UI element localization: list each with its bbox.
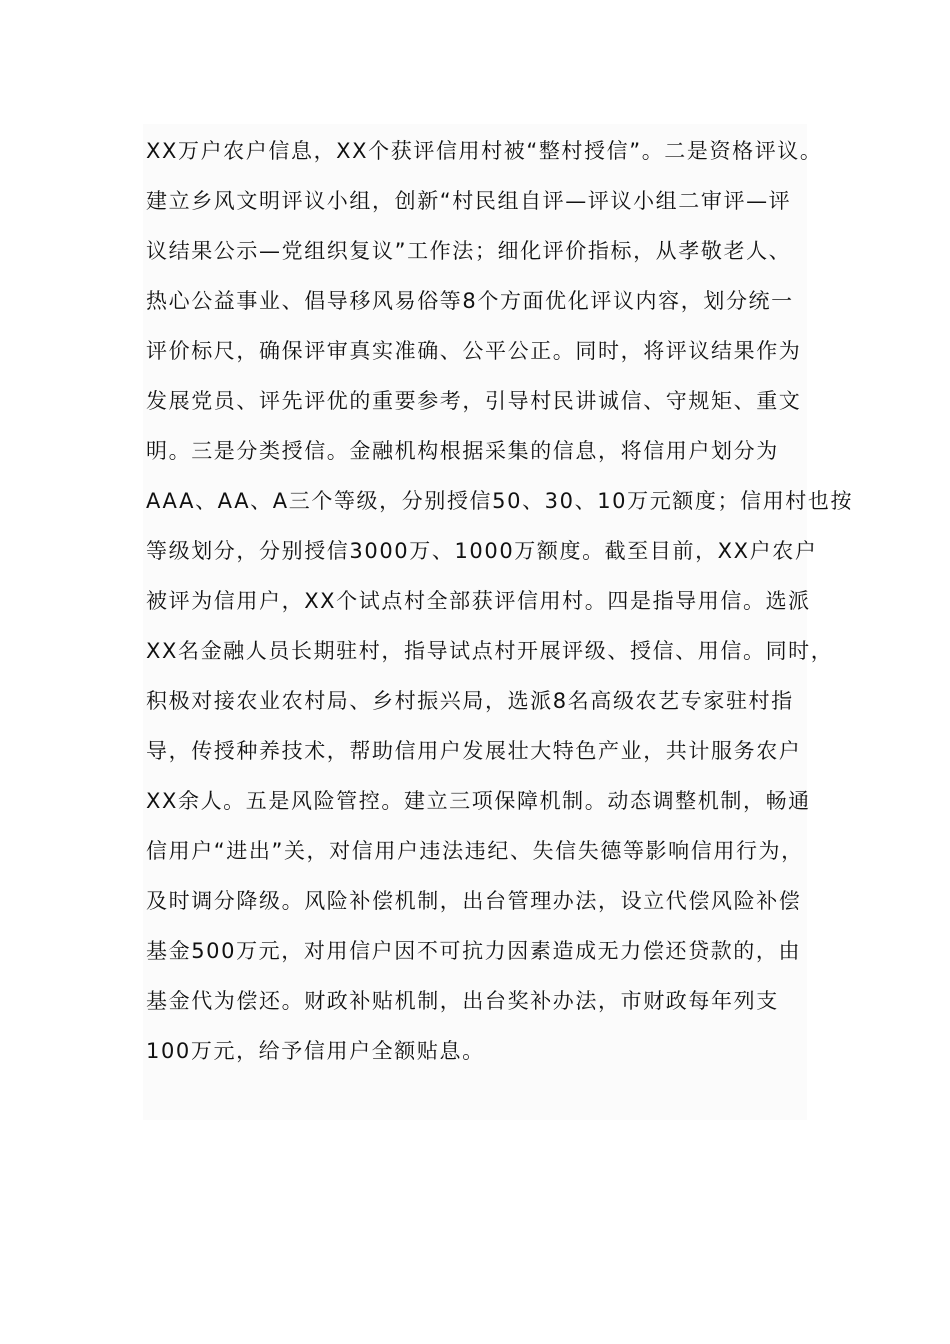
paragraph-line: 基金500万元，对用信户因不可抗力因素造成无力偿还贷款的，由 <box>146 939 802 963</box>
paragraph-line: AAA、AA、A三个等级，分别授信50、30、10万元额度；信用村也按 <box>146 489 854 513</box>
paragraph-line: 评价标尺，确保评审真实准确、公平公正。同时，将评议结果作为 <box>146 339 802 363</box>
paragraph-line: 发展党员、评先评优的重要参考，引导村民讲诚信、守规矩、重文 <box>146 389 802 413</box>
paragraph-line: 建立乡风文明评议小组，创新“村民组自评—评议小组二审评—评 <box>146 189 792 213</box>
paragraph-line: 等级划分，分别授信3000万、1000万额度。截至目前，XX户农户 <box>146 539 818 563</box>
paragraph-line: 明。三是分类授信。金融机构根据采集的信息，将信用户划分为 <box>146 439 779 463</box>
paragraph-line: 及时调分降级。风险补偿机制，出台管理办法，设立代偿风险补偿 <box>146 889 802 913</box>
paragraph-line: 100万元，给予信用户全额贴息。 <box>146 1039 485 1063</box>
paragraph-line: 议结果公示—党组织复议”工作法；细化评价指标，从孝敬老人、 <box>146 239 792 263</box>
paragraph-line: XX万户农户信息，XX个获评信用村被“整村授信”。二是资格评议。 <box>146 139 823 163</box>
paragraph-line: 积极对接农业农村局、乡村振兴局，选派8名高级农艺专家驻村指 <box>146 689 794 713</box>
paragraph-line: XX余人。五是风险管控。建立三项保障机制。动态调整机制，畅通 <box>146 789 811 813</box>
paragraph-line: XX名金融人员长期驻村，指导试点村开展评级、授信、用信。同时， <box>146 639 834 663</box>
paragraph-line: 基金代为偿还。财政补贴机制，出台奖补办法，市财政每年列支 <box>146 989 779 1013</box>
paragraph-line: 热心公益事业、倡导移风易俗等8个方面优化评议内容，划分统一 <box>146 289 794 313</box>
paragraph-line: 导，传授种养技术，帮助信用户发展壮大特色产业，共计服务农户 <box>146 739 802 763</box>
document-page <box>143 124 807 1120</box>
paragraph-line: 信用户“进出”关，对信用户违法违纪、失信失德等影响信用行为， <box>146 839 804 863</box>
paragraph-line: 被评为信用户，XX个试点村全部获评信用村。四是指导用信。选派 <box>146 589 811 613</box>
